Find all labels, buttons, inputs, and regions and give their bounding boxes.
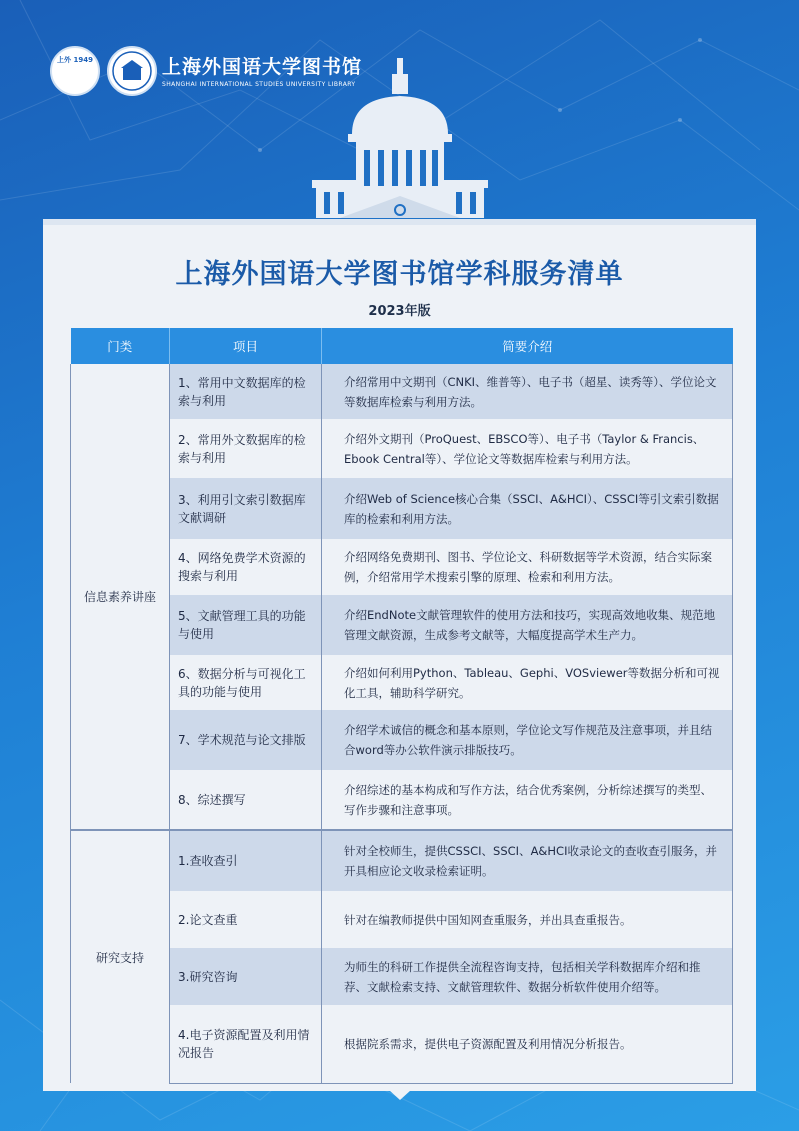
item-cell: 4、网络免费学术资源的搜索与利用 (170, 539, 322, 595)
item-cell: 7、学术规范与论文排版 (170, 710, 322, 770)
category-cell: 信息素养讲座 (71, 364, 170, 830)
item-cell: 6、数据分析与可视化工具的功能与使用 (170, 655, 322, 710)
table-row (71, 595, 733, 655)
table-header-row (71, 328, 733, 364)
library-name-logo: 上海外国语大学图书馆 SHANGHAI INTERNATIONAL STUDIES UNIVERSITY LIBRARY (162, 56, 363, 88)
description-cell: 介绍网络免费期刊、图书、学位论文、科研数据等学术资源，结合实际案例，介绍常用学术搜索引擎的原理、检索和利用方法。 (322, 539, 733, 595)
table-row (71, 478, 733, 539)
table-row (71, 419, 733, 478)
header-item: 项目 (170, 328, 322, 364)
table-row (71, 1005, 733, 1083)
description-cell: 根据院系需求，提供电子资源配置及利用情况分析报告。 (322, 1005, 733, 1083)
item-cell: 2、常用外文数据库的检索与利用 (170, 419, 322, 478)
item-cell: 8、综述撰写 (170, 770, 322, 830)
item-cell: 1.查收查引 (170, 830, 322, 891)
description-cell: 针对在编教师提供中国知网查重服务，并出具查重报告。 (322, 891, 733, 948)
table-row (71, 770, 733, 830)
description-cell: 介绍如何利用Python、Tableau、Gephi、VOSviewer等数据分析和可视化工具，辅助科学研究。 (322, 655, 733, 710)
university-seal-logo: 上外 1949 (50, 46, 100, 96)
library-dome-illustration (312, 58, 488, 226)
table-row (71, 364, 733, 419)
table-row (71, 539, 733, 595)
item-cell: 4.电子资源配置及利用情况报告 (170, 1005, 322, 1083)
service-table (70, 328, 733, 1084)
description-cell: 为师生的科研工作提供全流程咨询支持，包括相关学科数据库介绍和推荐、文献检索支持、文献管理软件、数据分析软件使用介绍等。 (322, 948, 733, 1005)
category-cell: 研究支持 (71, 830, 170, 1083)
description-cell: 介绍EndNote文献管理软件的使用方法和技巧，实现高效地收集、规范地管理文献资源，生成参考文献等，大幅度提高学术生产力。 (322, 595, 733, 655)
description-cell: 介绍综述的基本构成和写作方法，结合优秀案例，分析综述撰写的类型、写作步骤和注意事项。 (322, 770, 733, 830)
header-category: 门类 (71, 328, 170, 364)
description-cell: 介绍学术诚信的概念和基本原则，学位论文写作规范及注意事项，并且结合word等办公软件演示排版技巧。 (322, 710, 733, 770)
description-cell: 介绍常用中文期刊（CNKI、维普等）、电子书（超星、读秀等）、学位论文等数据库检索与利用方法。 (322, 364, 733, 419)
item-cell: 3、利用引文索引数据库文献调研 (170, 478, 322, 539)
item-cell: 5、文献管理工具的功能与使用 (170, 595, 322, 655)
table-row (71, 655, 733, 710)
table-row (71, 891, 733, 948)
library-emblem-logo (107, 46, 157, 96)
item-cell: 3.研究咨询 (170, 948, 322, 1005)
item-cell: 2.论文查重 (170, 891, 322, 948)
page-subtitle: 2023年版 (368, 304, 431, 319)
table-row (71, 710, 733, 770)
table-row (71, 830, 733, 891)
item-cell: 1、常用中文数据库的检索与利用 (170, 364, 322, 419)
header-description: 简要介绍 (322, 328, 733, 364)
table-row (71, 948, 733, 1005)
description-cell: 针对全校师生，提供CSSCI、SSCI、A&HCI收录论文的查收查引服务，并开具相应论文收录检索证明。 (322, 830, 733, 891)
description-cell: 介绍Web of Science核心合集（SSCI、A&HCI）、CSSCI等引文索引数据库的检索和利用方法。 (322, 478, 733, 539)
page-title: 上海外国语大学图书馆学科服务清单 (175, 259, 624, 290)
description-cell: 介绍外文期刊（ProQuest、EBSCO等）、电子书（Taylor & Francis、Ebook Central等）、学位论文等数据库检索与利用方法。 (322, 419, 733, 478)
